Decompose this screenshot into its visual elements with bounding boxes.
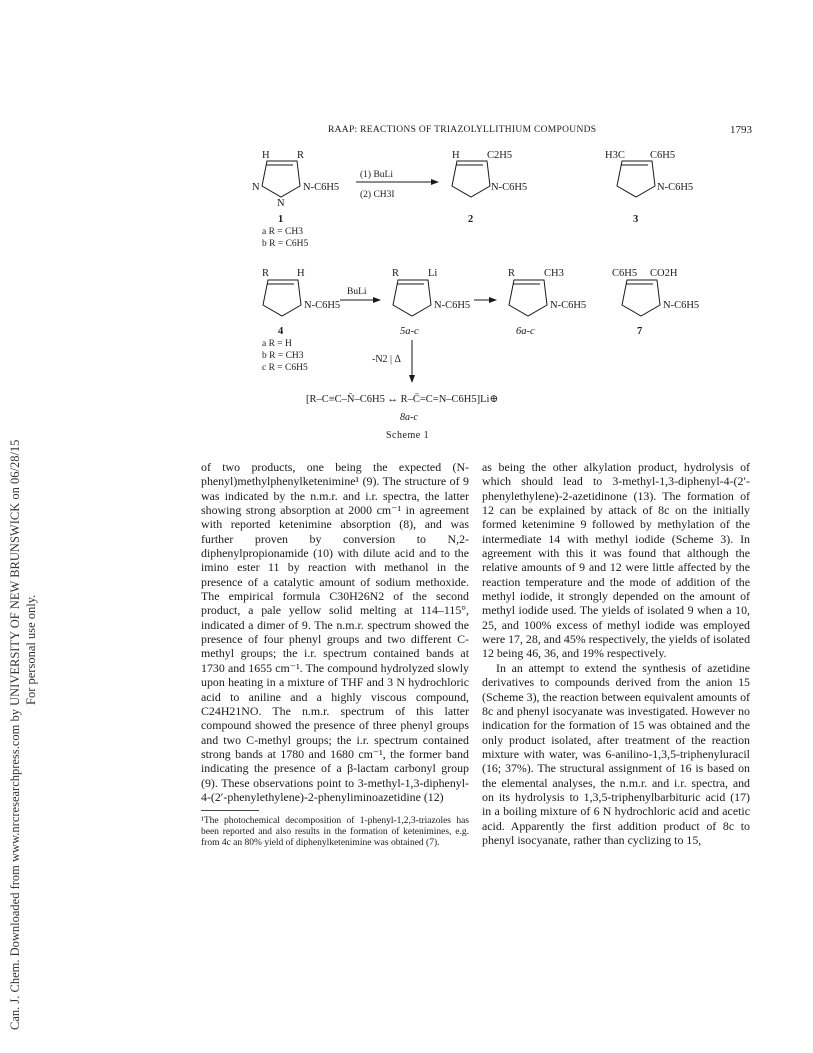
footnote: ¹The photochemical decomposition of 1-phenyl-1,2,3-triazoles has been reported and also results in the formation of ketenimines, e.g. from 4c an 80% yield of diphenylketenimine was obtained (7). (201, 816, 469, 849)
right-paragraph-1: as being the other alkylation product, hydrolysis of which should lead to 3-methyl-1,3-diphenyl-4-(2′-phenylethylene)-2-azetidinone (13). The formation of 12 can be explained by attack of 8c on the initially formed ketenimine 9 followed by methylation of the intermediate 14 with methyl iodide (Scheme 3). In agreement with this it was found that although the relative amounts of 9 and 12 were little affected by the reaction temperature and the mode of addition of the methyl iodide, it strongly depended on the amount of methyl iodide used. The yields of isolated 9 when a 10, 25, and 100% excess of methyl iodide was employed were 17, 28, and 45% respectively, the yields of isolated 12 being 46, 36, and 19% respectively. (482, 460, 751, 661)
c7-label: N-C6H5 (663, 300, 700, 311)
c4-sub-b: b R = CH3 (262, 351, 304, 361)
c6-label: N-C6H5 (550, 300, 587, 311)
c5-l: R (392, 268, 400, 279)
down-arrow-label: -N2 | Δ (372, 354, 401, 365)
c5-r: Li (428, 268, 438, 279)
c5-num: 5a-c (400, 326, 419, 337)
c4-l: R (262, 268, 270, 279)
footnote-rule (201, 810, 259, 811)
c2-r: C2H5 (487, 150, 513, 161)
triazole-ring-3 (617, 161, 655, 197)
c3-h: H3C (605, 150, 625, 161)
scheme-caption: Scheme 1 (386, 430, 430, 441)
c1-n1: N (252, 182, 260, 193)
c5-label: N-C6H5 (434, 300, 471, 311)
left-column (201, 460, 469, 849)
left-paragraph: of two products, one being the expected (N-phenyl)methylphenylketenimine¹ (9). The structure of 9 was indicated by the n.m.r. and i.r. spectra, the latter showing strong absorption at 2000 cm⁻¹ in agreement with reported ketenimine absorption (8), and was further proven by conversion to N,2-diphenylpropionamide (10) with dilute acid and to the imino ester 11 by reaction with methanol in the presence of a catalytic amount of sodium methoxide. The empirical formula C30H26N2 of the second product, a pale yellow solid melting at 114–115°, indicated a dimer of 9. The n.m.r. spectrum showed the presence of four phenyl groups and two different C-methyl groups; the i.r. spectrum contained bands at 1730 and 1655 cm⁻¹. The compound hydrolyzed slowly upon heating in a mixture of THF and 3 N hydrochloric acid to aniline and a highly viscous compound, C24H21NO. The n.m.r. spectrum of this latter compound showed the presence of three phenyl groups and two C-methyl groups; the i.r. spectrum contained strong bands at 1780 and 1680 cm⁻¹, the former band indicating the presence of a β-lactam carbonyl group (9). These observations point to 3-methyl-1,3-diphenyl-4-(2′-phenylethylene)-2-phenyliminoazetidine (12) (201, 460, 469, 804)
c3-r: C6H5 (650, 150, 676, 161)
c4-num: 4 (278, 326, 284, 337)
c3-label: N-C6H5 (657, 182, 694, 193)
triazole-ring-1 (262, 161, 300, 197)
c1-r: R (297, 150, 305, 161)
c7-r: CO2H (650, 268, 678, 279)
page-number: 1793 (730, 124, 752, 136)
c7-num: 7 (637, 326, 643, 337)
c2-num: 2 (468, 214, 474, 225)
step1: (1) BuLi (360, 170, 393, 180)
c1-num: 1 (278, 214, 284, 225)
c6-num: 6a-c (516, 326, 535, 337)
step2: (2) CH3I (360, 190, 395, 200)
triazole-ring-4 (263, 280, 301, 316)
c6-l: R (508, 268, 516, 279)
triazole-ring-2 (452, 161, 490, 197)
triazole-ring-6 (509, 280, 547, 316)
running-title: RAAP: REACTIONS OF TRIAZOLYLLITHIUM COMPOUNDS (328, 125, 597, 135)
c3-num: 3 (633, 214, 639, 225)
c1-sub-b: b R = C6H5 (262, 239, 309, 249)
c4-sub-a: a R = H (262, 339, 292, 349)
watermark-line-1: Can. J. Chem. Downloaded from www.nrcresearchpress.com by UNIVERSITY OF NEW BRUNSWICK on 06/28/15 (8, 439, 22, 1030)
watermark-line-2: For personal use only. (24, 594, 38, 705)
c2-h: H (452, 150, 460, 161)
c1-h: H (262, 150, 270, 161)
reaction-scheme (0, 0, 813, 460)
c4-r: H (297, 268, 305, 279)
c7-l: C6H5 (612, 268, 638, 279)
c6-r: CH3 (544, 268, 564, 279)
c4-label: N-C6H5 (304, 300, 341, 311)
right-paragraph-2: In an attempt to extend the synthesis of azetidine derivatives to compounds derived from the anion 15 (Scheme 3), the reaction between equivalent amounts of 8c and phenyl isocyanate was investigated. However no indication for the formation of 15 was obtained and the only product isolated, after treatment of the reaction mixture with water, was 6-anilino-1,3,5-triphenyluracil (16; 37%). The structural assignment of 16 is based on the elemental analyses, the n.m.r. and i.r. spectra, and on its hydrolysis to 1,3,5-triphenylbarbituric acid (17) in a boiling mixture of 6 N hydrochloric acid and acetic acid. Apparently the first addition product of 8c to phenyl isocyanate, rather than cyclizing to 15, (482, 660, 750, 847)
triazole-ring-7 (622, 280, 660, 316)
triazole-ring-5 (393, 280, 431, 316)
anion-formula: [R–C≡C–N̄–C6H5 ↔ R–C̄=C=N–C6H5]Li⊕ (306, 394, 499, 405)
formula-num: 8a-c (400, 412, 418, 423)
right-column (482, 460, 750, 847)
c1-label: N-C6H5 (303, 182, 340, 193)
c2-label: N-C6H5 (491, 182, 528, 193)
buli-reagent: BuLi (347, 287, 367, 297)
c1-sub-a: a R = CH3 (262, 227, 303, 237)
c4-sub-c: c R = C6H5 (262, 363, 308, 373)
c1-n2: N (277, 198, 285, 209)
